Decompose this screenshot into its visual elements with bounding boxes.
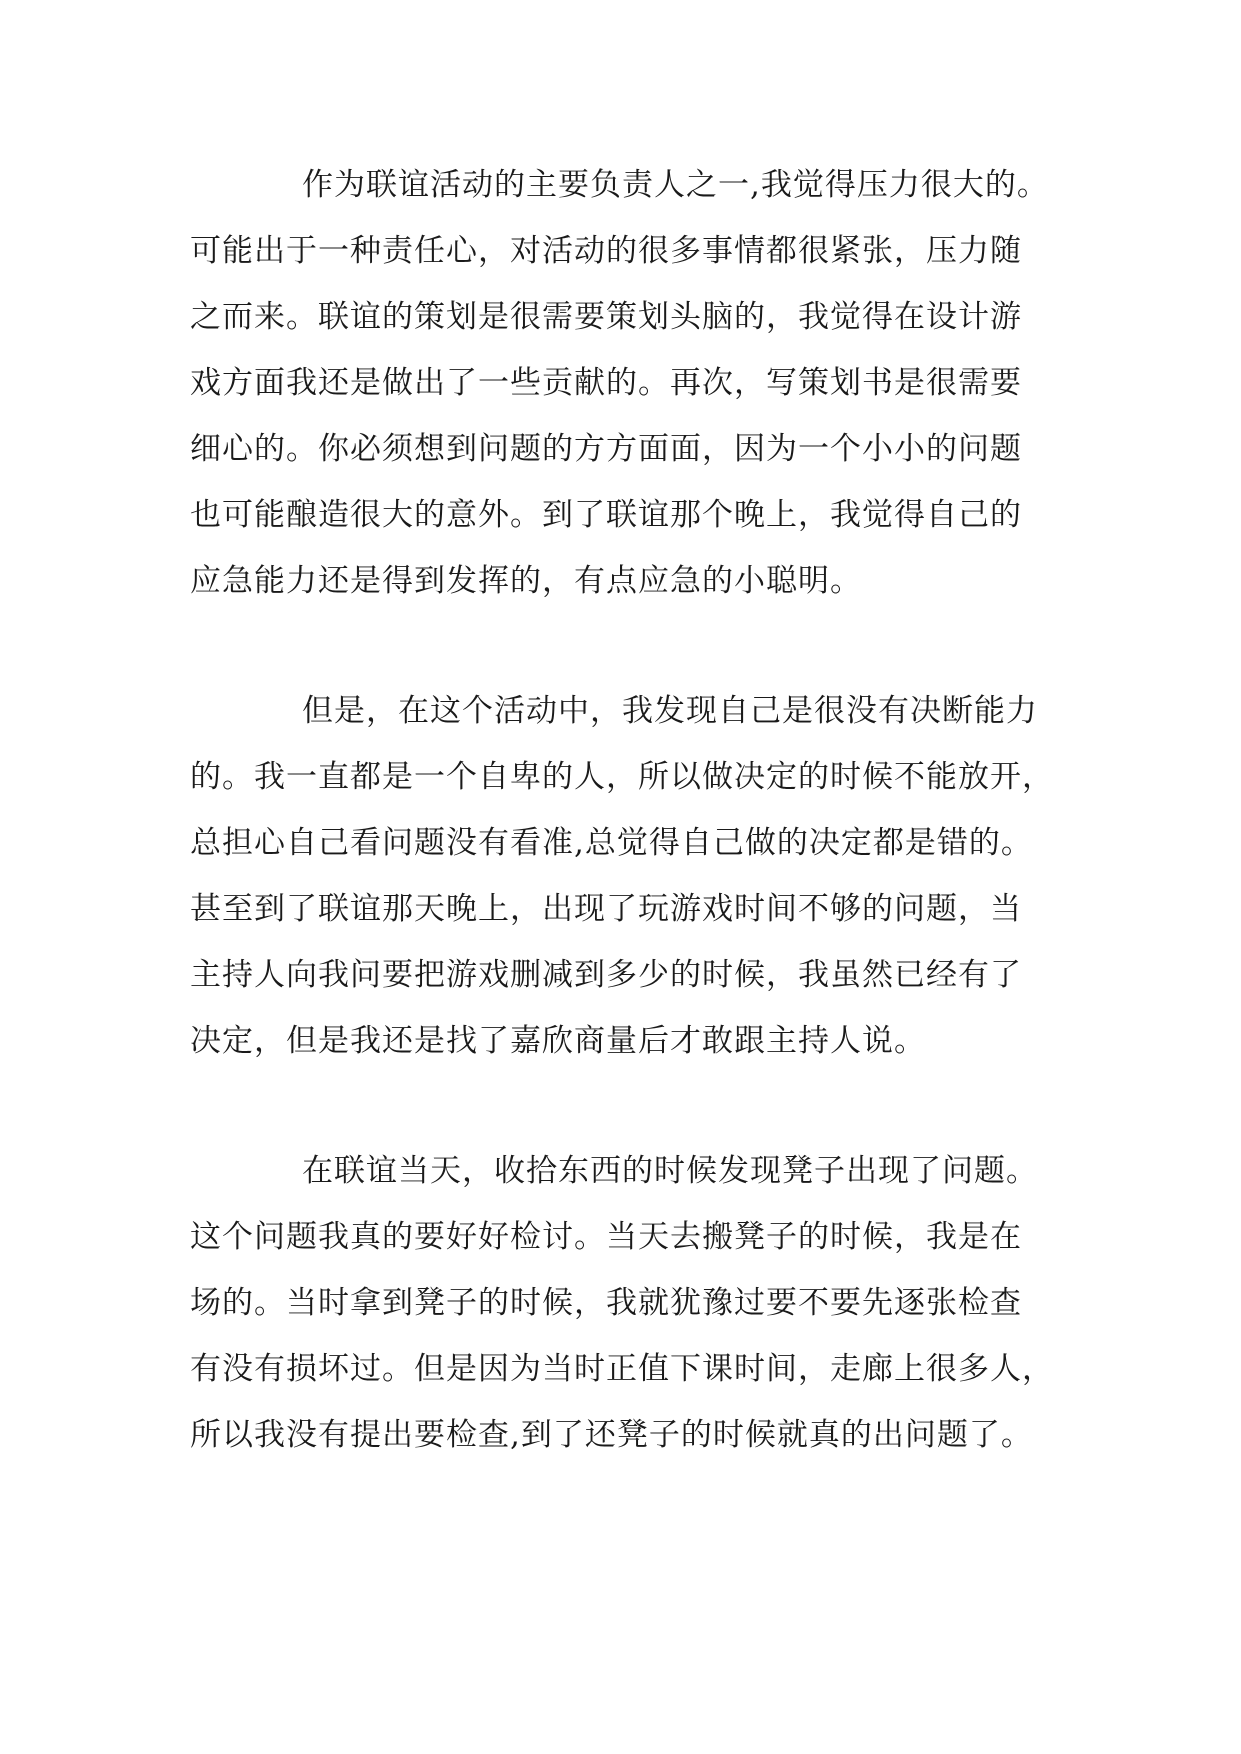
paragraph-2	[190, 678, 1090, 1074]
paragraph-1	[190, 152, 1090, 614]
text-line: 戏方面我还是做出了一些贡献的。再次，写策划书是很需要	[190, 365, 1022, 401]
text-line: 在联谊当天，收拾东西的时候发现凳子出现了问题。	[302, 1153, 1038, 1189]
text-line: 这个问题我真的要好好检讨。当天去搬凳子的时候，我是在	[190, 1219, 1022, 1255]
text-line: 细心的。你必须想到问题的方方面面，因为一个小小的问题	[190, 431, 1022, 467]
text-line: 所以我没有提出要检查,到了还凳子的时候就真的出问题了。	[190, 1417, 1033, 1453]
text-line: 但是，在这个活动中，我发现自己是很没有决断能力	[302, 693, 1038, 729]
paragraph-3	[190, 1138, 1090, 1468]
text-line: 甚至到了联谊那天晚上，出现了玩游戏时间不够的问题，当	[190, 891, 1022, 927]
text-line: 决定，但是我还是找了嘉欣商量后才敢跟主持人说。	[190, 1023, 926, 1059]
text-line: 主持人向我问要把游戏删减到多少的时候，我虽然已经有了	[190, 957, 1022, 993]
text-line: 可能出于一种责任心，对活动的很多事情都很紧张，压力随	[190, 233, 1022, 269]
text-line: 应急能力还是得到发挥的，有点应急的小聪明。	[190, 563, 862, 599]
text-line: 总担心自己看问题没有看准,总觉得自己做的决定都是错的。	[190, 825, 1033, 861]
text-line: 也可能酿造很大的意外。到了联谊那个晚上，我觉得自己的	[190, 497, 1022, 533]
text-line: 之而来。联谊的策划是很需要策划头脑的，我觉得在设计游	[190, 299, 1022, 335]
text-line: 有没有损坏过。但是因为当时正值下课时间，走廊上很多人，	[190, 1351, 1054, 1387]
text-line: 场的。当时拿到凳子的时候，我就犹豫过要不要先逐张检查	[190, 1285, 1022, 1321]
text-line: 作为联谊活动的主要负责人之一,我觉得压力很大的。	[302, 167, 1049, 203]
text-line: 的。我一直都是一个自卑的人，所以做决定的时候不能放开，	[190, 759, 1054, 795]
